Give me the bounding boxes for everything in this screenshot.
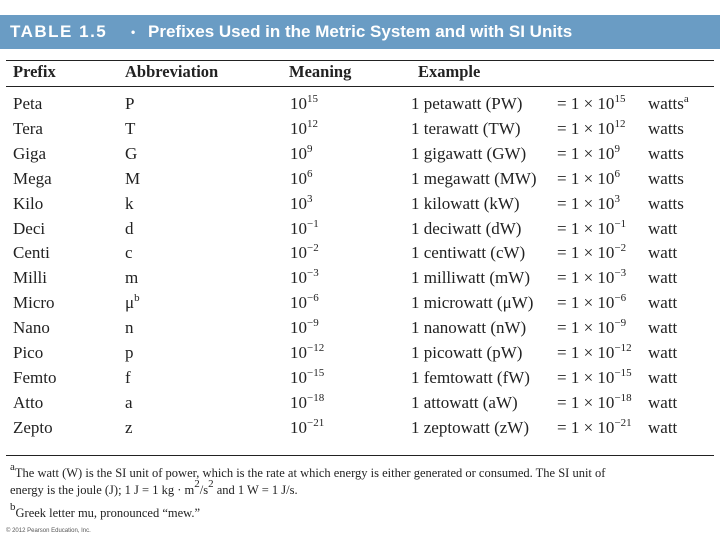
header-example: Example <box>418 62 481 81</box>
unit-cell: watt <box>648 318 678 338</box>
unit-cell: watts <box>648 118 684 138</box>
header-abbreviation: Abbreviation <box>125 62 219 81</box>
abbreviation-cell: $\mu^b$ <box>125 292 140 313</box>
equivalence-cell: = $1 \times 10^9$ <box>557 142 620 163</box>
table-row <box>0 393 720 418</box>
example-cell: 1 kilowatt (kW) <box>411 193 520 213</box>
prefix-cell: Micro <box>13 293 55 313</box>
meaning-cell: $10^{-9}$ <box>290 317 319 338</box>
meaning-cell: $10^{-21}$ <box>290 416 325 437</box>
table-row <box>0 94 720 119</box>
table-row <box>0 243 720 268</box>
abbreviation-cell: p <box>125 343 134 362</box>
equivalence-cell: = $1 \times 10^{-6}$ <box>557 292 627 313</box>
unit-cell: watts <box>648 168 684 188</box>
unit-cell: watt <box>648 392 678 412</box>
prefix-cell: Zepto <box>13 417 53 437</box>
equivalence-cell: = $1 \times 10^6$ <box>557 167 620 188</box>
example-cell: 1 zeptowatt (zW) <box>411 417 529 437</box>
prefix-cell: Deci <box>13 218 46 238</box>
abbreviation-cell: d <box>125 218 134 238</box>
footnote-b-marker: b <box>10 501 16 513</box>
example-cell: 1 terawatt (TW) <box>411 118 521 138</box>
unit-cell: watt <box>648 343 678 362</box>
example-cell: 1 nanowatt (nW) <box>411 318 527 338</box>
table-row <box>0 318 720 343</box>
table-row <box>0 144 720 169</box>
example-cell: 1 petawatt (PW) <box>411 94 523 113</box>
prefix-cell: Tera <box>13 118 43 138</box>
meaning-cell: $10^{15}$ <box>290 93 318 113</box>
prefix-cell: Femto <box>13 367 57 387</box>
table-row <box>0 268 720 293</box>
table-row <box>0 418 720 443</box>
example-cell: 1 deciwatt (dW) <box>411 218 522 238</box>
equivalence-cell: = $1 \times 10^{-1}$ <box>557 217 627 238</box>
meaning-cell: $10^{12}$ <box>290 117 318 138</box>
prefix-cell: Atto <box>13 392 44 412</box>
unit-cell: watt <box>648 218 678 238</box>
equivalence-cell: = $1 \times 10^{12}$ <box>557 117 626 138</box>
abbreviation-cell: G <box>125 143 138 163</box>
header-prefix: Prefix <box>13 62 56 81</box>
table-row <box>0 343 720 368</box>
abbreviation-cell: n <box>125 318 134 338</box>
prefix-cell: Centi <box>13 243 50 263</box>
unit-cell: watts$^a$ <box>648 93 689 113</box>
prefix-cell: Kilo <box>13 193 44 213</box>
footnote-b: $^b$Greek letter mu, pronounced “mew.” <box>10 501 201 520</box>
prefix-cell: Milli <box>13 268 48 288</box>
example-cell: 1 centiwatt (cW) <box>411 243 526 263</box>
example-cell: 1 attowatt (aW) <box>411 392 518 412</box>
bottom-rule <box>6 455 714 456</box>
meaning-cell: $10^{-15}$ <box>290 366 325 387</box>
footnote-a-marker: a <box>10 461 15 473</box>
unit-cell: watt <box>648 417 678 437</box>
equivalence-cell: = $1 \times 10^3$ <box>557 192 620 213</box>
table-number: TABLE 1.5 <box>10 22 108 41</box>
title-bullet: • <box>131 25 136 39</box>
meaning-cell: $10^6$ <box>290 167 313 188</box>
header-rule <box>6 86 714 87</box>
unit-cell: watt <box>648 293 678 313</box>
table-row <box>0 368 720 393</box>
equivalence-cell: = $1 \times 10^{-12}$ <box>557 342 632 362</box>
abbreviation-cell: T <box>125 118 136 138</box>
prefix-cell: Mega <box>13 168 52 188</box>
meaning-cell: $10^{-6}$ <box>290 292 319 313</box>
example-cell: 1 gigawatt (GW) <box>411 143 527 163</box>
footnote-a-line2: energy is the joule (J); 1 J = 1 kg · $m^2/s^2$ and 1 W = 1 J/s. <box>10 478 298 497</box>
prefix-cell: Giga <box>13 143 47 163</box>
abbreviation-cell: c <box>125 243 133 263</box>
meaning-cell: $10^{-2}$ <box>290 242 319 263</box>
unit-cell: watts <box>648 143 684 163</box>
meaning-cell: $10^{-3}$ <box>290 267 319 288</box>
unit-cell: watt <box>648 268 678 288</box>
table-row <box>0 293 720 318</box>
abbreviation-cell: m <box>125 268 139 288</box>
abbreviation-cell: P <box>125 94 135 113</box>
equivalence-cell: = $1 \times 10^{15}$ <box>557 93 626 113</box>
meaning-cell: $10^3$ <box>290 192 313 213</box>
table-row <box>0 119 720 144</box>
abbreviation-cell: k <box>125 193 134 213</box>
meaning-cell: $10^{-18}$ <box>290 391 325 412</box>
abbreviation-cell: f <box>125 367 131 387</box>
abbreviation-cell: M <box>125 168 141 188</box>
unit-cell: watts <box>648 193 684 213</box>
meaning-cell: $10^{-12}$ <box>290 342 325 362</box>
header-meaning: Meaning <box>289 62 352 81</box>
example-cell: 1 milliwatt (mW) <box>411 268 530 288</box>
prefix-cell: Pico <box>13 343 44 362</box>
copyright-notice: © 2012 Pearson Education, Inc. <box>6 528 91 534</box>
equivalence-cell: = $1 \times 10^{-15}$ <box>557 366 632 387</box>
equivalence-cell: = $1 \times 10^{-9}$ <box>557 317 627 338</box>
example-cell: 1 femtowatt (fW) <box>411 367 530 387</box>
unit-cell: watt <box>648 243 678 263</box>
equivalence-cell: = $1 \times 10^{-21}$ <box>557 416 632 437</box>
equivalence-cell: = $1 \times 10^{-2}$ <box>557 242 627 263</box>
table-row <box>0 169 720 194</box>
example-cell: 1 picowatt (pW) <box>411 343 523 362</box>
table-title: Prefixes Used in the Metric System and with SI Units <box>148 22 573 41</box>
abbreviation-cell: a <box>125 392 133 412</box>
equivalence-cell: = $1 \times 10^{-3}$ <box>557 267 627 288</box>
table-row <box>0 194 720 219</box>
meaning-cell: $10^{-1}$ <box>290 217 319 238</box>
example-cell: 1 megawatt (MW) <box>411 168 537 188</box>
prefix-cell: Nano <box>13 318 50 338</box>
table-row <box>0 219 720 244</box>
top-rule <box>6 60 714 61</box>
unit-cell: watt <box>648 367 678 387</box>
meaning-cell: $10^9$ <box>290 142 313 163</box>
example-cell: 1 microwatt (μW) <box>411 293 534 313</box>
table-title-bar <box>0 15 720 49</box>
footnote-a-line1: $^a$The watt (W) is the SI unit of power, which is the rate at which energy is either generated or consumed. The SI unit of <box>10 461 606 480</box>
prefix-cell: Peta <box>13 94 43 113</box>
abbreviation-cell: z <box>125 417 133 437</box>
equivalence-cell: = $1 \times 10^{-18}$ <box>557 391 632 412</box>
